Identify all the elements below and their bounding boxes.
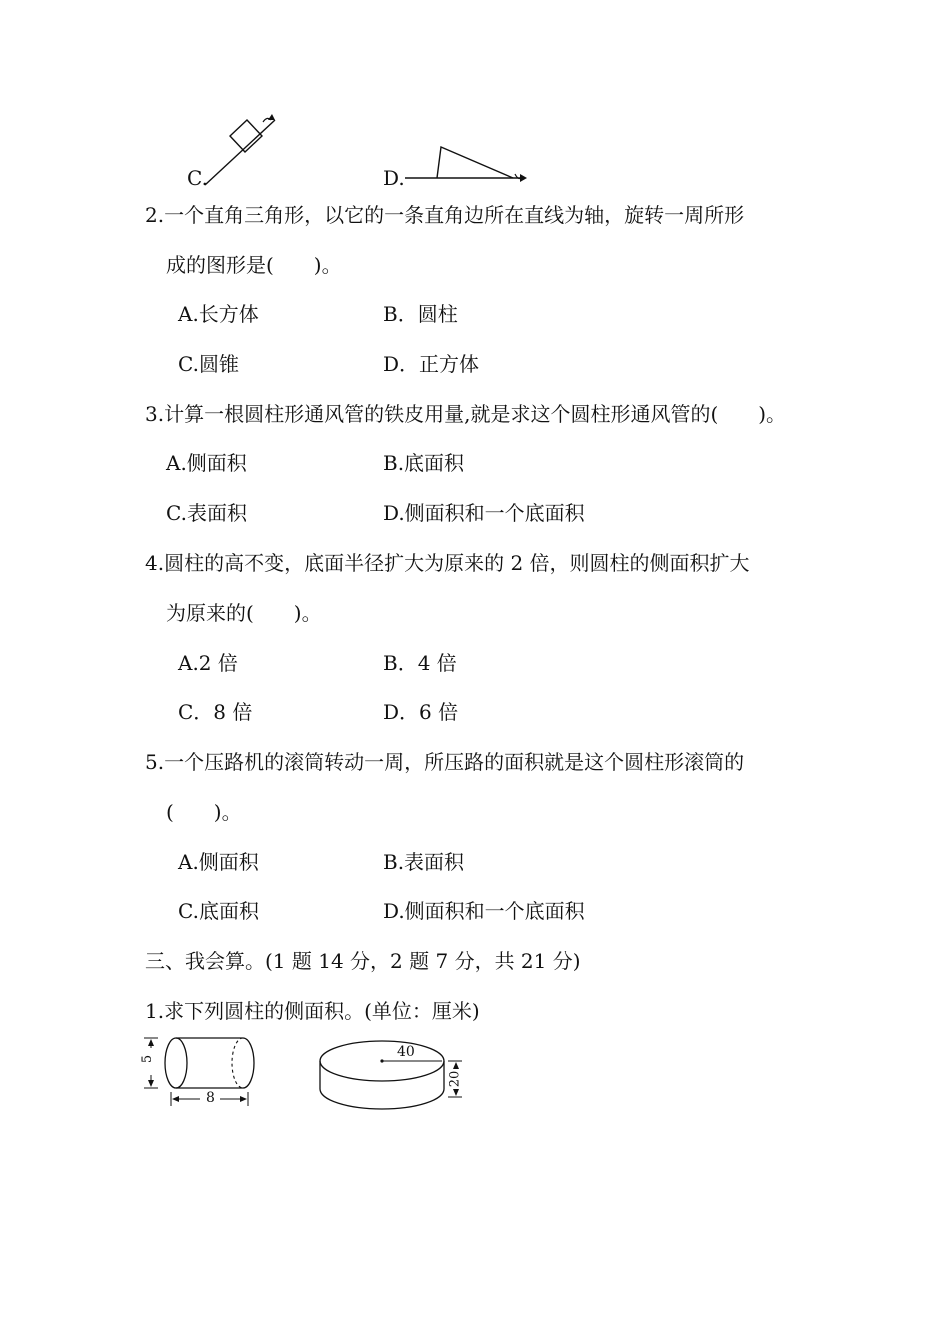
option-c-label: C. xyxy=(187,166,208,190)
figure-c-diagram xyxy=(205,110,305,190)
question-5-text-line1: 5.一个压路机的滚筒转动一周，所压路的面积就是这个圆柱形滚筒的 xyxy=(145,750,745,774)
question-4-option-d[interactable]: D．6 倍 xyxy=(383,700,459,724)
question-4-option-c[interactable]: C．8 倍 xyxy=(178,700,253,724)
question-2-option-a[interactable]: A.长方体 xyxy=(178,302,259,326)
question-2-option-b[interactable]: B．圆柱 xyxy=(383,302,458,326)
cylinder-2-height-label: 20 xyxy=(447,1070,463,1088)
cylinder-1-width-label: 8 xyxy=(206,1090,215,1106)
question-4-text-line2: 为原来的( )。 xyxy=(166,601,322,625)
option-d-label: D. xyxy=(383,166,405,190)
section-3-question-1: 1.求下列圆柱的侧面积。(单位：厘米) xyxy=(145,999,480,1023)
question-3-option-a[interactable]: A.侧面积 xyxy=(166,451,247,475)
question-2-text-line2: 成的图形是( )。 xyxy=(166,253,342,277)
question-3-option-c[interactable]: C.表面积 xyxy=(166,501,247,525)
question-2-text-line1: 2.一个直角三角形，以它的一条直角边所在直线为轴，旋转一周所形 xyxy=(145,203,745,227)
question-4-text-line1: 4.圆柱的高不变，底面半径扩大为原来的 2 倍，则圆柱的侧面积扩大 xyxy=(145,551,750,575)
question-3-text: 3.计算一根圆柱形通风管的铁皮用量,就是求这个圆柱形通风管的( )。 xyxy=(145,402,787,426)
cylinder-1-height-label: 5 xyxy=(140,1054,156,1064)
question-2-option-d[interactable]: D．正方体 xyxy=(383,352,480,376)
cylinder-2-diameter-label: 40 xyxy=(397,1044,415,1060)
question-5-option-a[interactable]: A.侧面积 xyxy=(178,850,259,874)
figure-d-diagram xyxy=(405,140,545,190)
question-3-option-b[interactable]: B.底面积 xyxy=(383,451,465,475)
question-4-option-b[interactable]: B．4 倍 xyxy=(383,651,457,675)
section-3-heading: 三、我会算。(1 题 14 分，2 题 7 分，共 21 分) xyxy=(145,949,581,973)
question-5-option-b[interactable]: B.表面积 xyxy=(383,850,465,874)
question-3-option-d[interactable]: D.侧面积和一个底面积 xyxy=(383,501,585,525)
cylinder-1-diagram xyxy=(138,1030,268,1110)
question-5-text-line2: ( )。 xyxy=(166,800,242,824)
question-4-option-a[interactable]: A.2 倍 xyxy=(178,651,238,675)
question-5-option-c[interactable]: C.底面积 xyxy=(178,899,259,923)
question-2-option-c[interactable]: C.圆锥 xyxy=(178,352,239,376)
question-5-option-d[interactable]: D.侧面积和一个底面积 xyxy=(383,899,585,923)
